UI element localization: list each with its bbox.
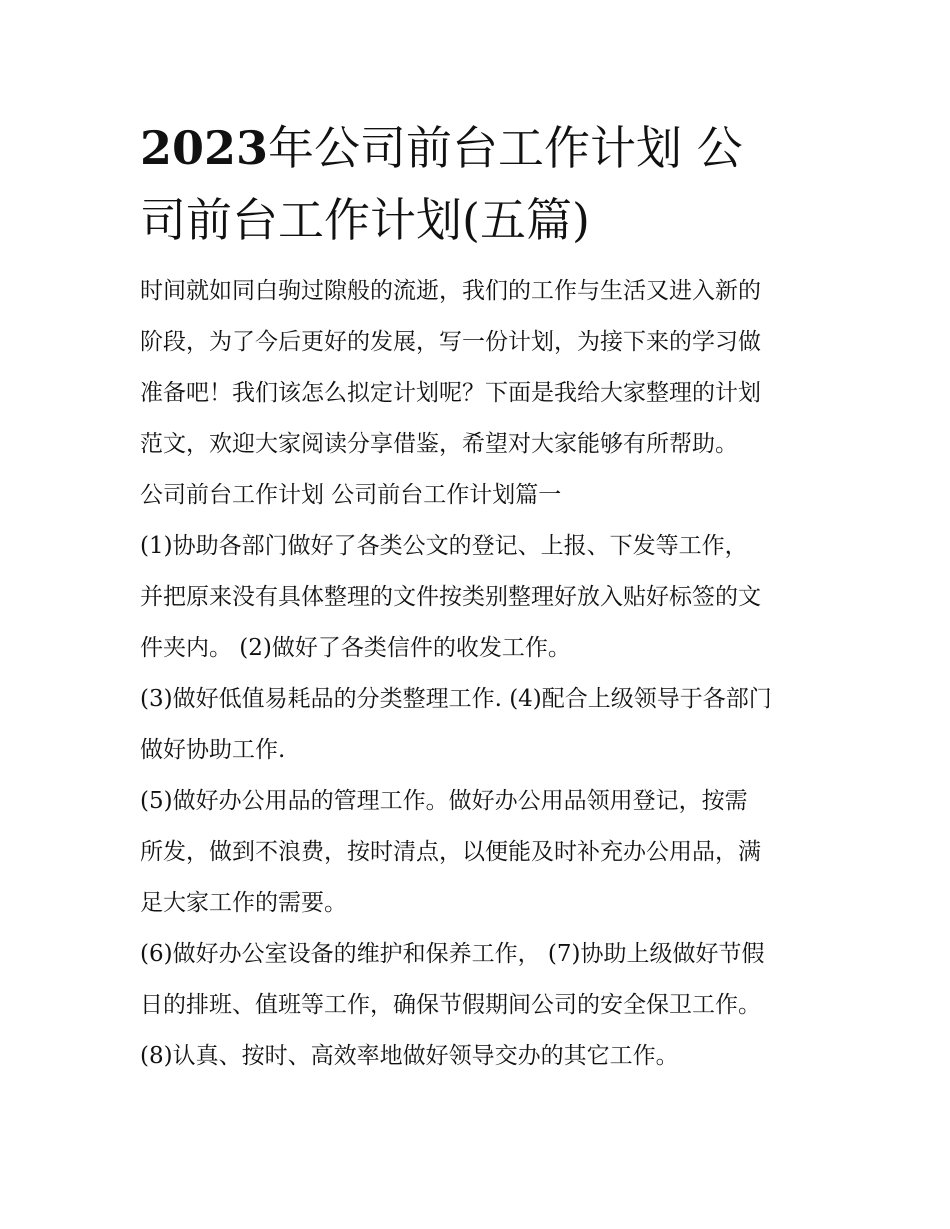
text-line: 所发，做到不浪费，按时清点，以便能及时补充办公用品，满 xyxy=(140,839,761,865)
text-line: 公司前台工作计划 公司前台工作计划篇一 xyxy=(140,482,562,508)
intro-paragraph xyxy=(140,266,820,470)
title-text: 司前台工作计划(五篇) xyxy=(140,193,590,247)
text-line: (8)认真、按时、高效率地做好领导交办的其它工作。 xyxy=(140,1043,679,1069)
title-year: 2023 xyxy=(140,121,269,175)
text-line: (3)做好低值易耗品的分类整理工作. (4)配合上级领导于各部门 xyxy=(140,686,772,712)
title-line-2 xyxy=(140,184,820,256)
work-item-8 xyxy=(140,1031,820,1082)
text-line: 范文，欢迎大家阅读分享借鉴，希望对大家能够有所帮助。 xyxy=(140,431,738,457)
text-line: 做好协助工作. xyxy=(140,737,286,763)
text-line: 足大家工作的需要。 xyxy=(140,890,347,916)
text-line: 准备吧！我们该怎么拟定计划呢？下面是我给大家整理的计划 xyxy=(140,380,761,406)
document-title xyxy=(140,112,820,256)
title-text: 年公司前台工作计划 公 xyxy=(268,121,743,175)
title-line-1 xyxy=(140,112,820,184)
text-line: (6)做好办公室设备的维护和保养工作， (7)协助上级做好节假 xyxy=(140,941,765,967)
text-line: (5)做好办公用品的管理工作。做好办公用品领用登记，按需 xyxy=(140,788,748,814)
text-line: 日的排班、值班等工作，确保节假期间公司的安全保卫工作。 xyxy=(140,992,761,1018)
work-item-5 xyxy=(140,776,820,929)
text-line: 时间就如同白驹过隙般的流逝，我们的工作与生活又进入新的 xyxy=(140,278,761,304)
text-line: 并把原来没有具体整理的文件按类别整理好放入贴好标签的文 xyxy=(140,584,761,610)
text-line: 阶段，为了今后更好的发展，写一份计划，为接下来的学习做 xyxy=(140,329,761,355)
document-content xyxy=(140,112,820,1082)
work-item-6-7 xyxy=(140,929,820,1031)
work-item-3-4 xyxy=(140,674,820,776)
text-line: 件夹内。 (2)做好了各类信件的收发工作。 xyxy=(140,635,571,661)
section-heading xyxy=(140,470,820,521)
text-line: (1)协助各部门做好了各类公文的登记、上报、下发等工作， xyxy=(140,533,748,559)
work-item-1-2 xyxy=(140,521,820,674)
